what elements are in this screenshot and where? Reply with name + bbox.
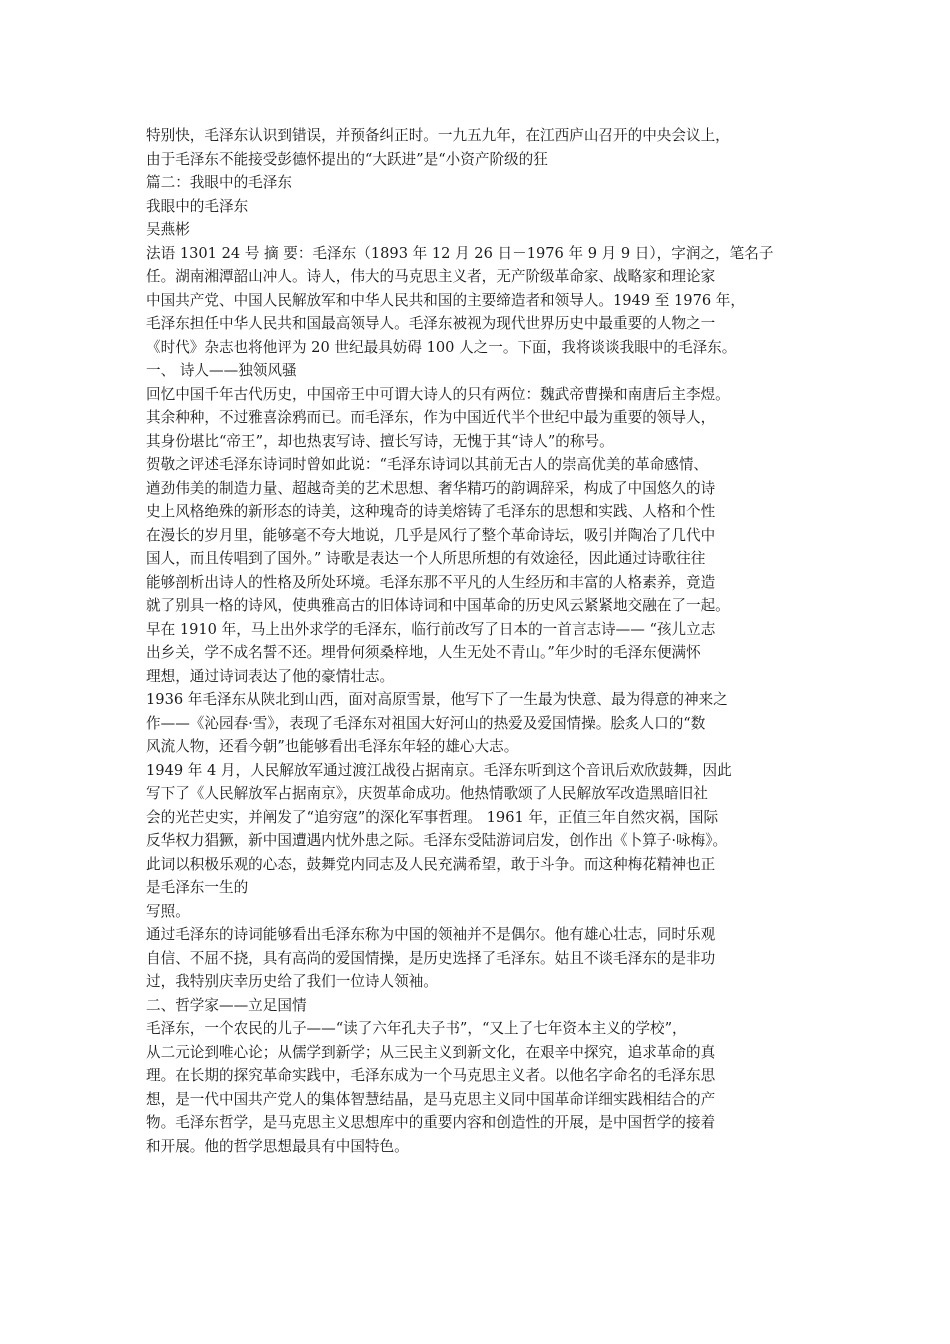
text-line: 从二元论到唯心论；从儒学到新学；从三民主义到新文化，在艰辛中探究，追求革命的真 [146, 1043, 716, 1061]
text-line: 1936 年毛泽东从陕北到山西，面对高原雪景，他写下了一生最为快意、最为得意的神来之 [146, 691, 728, 708]
text-line: 能够剖析出诗人的性格及所处环境。毛泽东那不平凡的人生经历和丰富的人格素养，竟造 [146, 573, 716, 591]
text-line: 反华权力猖獗，新中国遭遇内忧外患之际。毛泽东受陆游词启发，创作出《卜算子·咏梅》。 [146, 832, 728, 849]
text-line: 和开展。他的哲学思想最具有中国特色。 [146, 1137, 409, 1155]
text-line: 写下了《人民解放军占据南京》，庆贺革命成功。他热情歌颂了人民解放军改造黑暗旧社 [146, 785, 708, 802]
text-line: 出乡关，学不成名誓不还。埋骨何须桑梓地，人生无处不青山。”年少时的毛泽东便满怀 [146, 644, 701, 661]
text-line: 风流人物，还看今朝”也能够看出毛泽东年轻的雄心大志。 [146, 738, 519, 755]
text-line: 想，是一代中国共产党人的集体智慧结晶，是马克思主义同中国革命详细实践相结合的产 [146, 1090, 716, 1108]
text-line: 此词以积极乐观的心态，鼓舞党内同志及人民充满希望，敢于斗争。而这种梅花精神也正 [146, 855, 716, 873]
text-line: 过，我特别庆幸历史给了我们一位诗人领袖。 [146, 973, 438, 990]
text-line: 是毛泽东一生的 [146, 879, 249, 896]
text-line: 1949 年 4 月，人民解放军通过渡江战役占据南京。毛泽东听到这个音讯后欢欣鼓舞，因此 [146, 761, 732, 779]
text-line: 任。湖南湘潭韶山冲人。诗人，伟大的马克思主义者，无产阶级革命家、战略家和理论家 [146, 268, 716, 285]
text-line: 特别快，毛泽东认识到错误，并预备纠正时。一九五九年，在江西庐山召开的中央会议上， [146, 127, 730, 144]
text-line: 其余种种，不过雅喜涂鸦而已。而毛泽东，作为中国近代半个世纪中最为重要的领导人， [146, 409, 716, 426]
text-line: 就了别具一格的诗风，使典雅高古的旧体诗词和中国革命的历史风云紧紧地交融在了一起。 [146, 597, 730, 614]
text-line: 作——《沁园春·雪》，表现了毛泽东对祖国大好河山的热爱及爱国情操。脍炙人口的“数 [146, 714, 706, 732]
text-line: 由于毛泽东不能接受彭德怀提出的“大跃进”是“小资产阶级的狂 [146, 150, 548, 168]
author-name: 吴燕彬 [146, 221, 190, 238]
text-line: 通过毛泽东的诗词能够看出毛泽东称为中国的领袖并不是偶尔。他有雄心壮志，同时乐观 [146, 926, 716, 943]
essay-title: 我眼中的毛泽东 [146, 197, 249, 215]
text-line: 国人，而且传唱到了国外。” 诗歌是表达一个人所思所想的有效途径，因此通过诗歌往往 [146, 550, 706, 567]
text-line: 写照。 [146, 902, 190, 920]
text-line: 早在 1910 年，马上出外求学的毛泽东，临行前改写了日本的一首言志诗—— “孩儿立志 [146, 620, 716, 638]
text-line: 中国共产党、中国人民解放军和中华人民共和国的主要缔造者和领导人。1949 至 1976 年， [146, 291, 745, 309]
text-line: 法语 1301 24 号 摘 要：毛泽东（1893 年 12 月 26 日－1976 年 9 月 9 日），字润之，笔名子 [146, 244, 774, 262]
text-line: 理想，通过诗词表达了他的豪情壮志。 [146, 667, 395, 685]
text-line: 理。在长期的探究革命实践中，毛泽东成为一个马克思主义者。以他名字命名的毛泽东思 [146, 1067, 716, 1084]
text-line: 毛泽东担任中华人民共和国最高领导人。毛泽东被视为现代世界历史中最重要的人物之一 [146, 315, 716, 332]
text-line: 毛泽东，一个农民的儿子——“读了六年孔夫子书”，“又上了七年资本主义的学校”， [146, 1020, 687, 1037]
text-line: 回忆中国千年古代历史，中国帝王中可谓大诗人的只有两位：魏武帝曹操和南唐后主李煜。 [146, 385, 730, 403]
section-heading: 篇二：我眼中的毛泽东 [146, 174, 292, 191]
text-line: 遒劲伟美的制造力量、超越奇美的艺术思想、奢华精巧的韵调辞采，构成了中国悠久的诗 [146, 479, 716, 497]
text-line: 自信、不屈不挠，具有高尚的爱国情操，是历史选择了毛泽东。姑且不谈毛泽东的是非功 [146, 949, 716, 967]
text-line: 贺敬之评述毛泽东诗词时曾如此说：“毛泽东诗词以其前无古人的崇高优美的革命感情、 [146, 456, 709, 473]
text-line: 物。毛泽东哲学，是马克思主义思想库中的重要内容和创造性的开展，是中国哲学的接着 [146, 1114, 716, 1131]
text-line: 《时代》杂志也将他评为 20 世纪最具妨碍 100 人之一。下面，我将谈谈我眼中的毛泽东。 [146, 338, 737, 356]
text-line: 其身份堪比“帝王”，却也热衷写诗、擅长写诗，无愧于其“诗人”的称号。 [146, 432, 614, 450]
text-line: 史上风格绝殊的新形态的诗美，这种瑰奇的诗美熔铸了毛泽东的思想和实践、人格和个性 [146, 503, 716, 520]
text-line: 在漫长的岁月里，能够毫不夸大地说，几乎是风行了整个革命诗坛，吸引并陶冶了几代中 [146, 526, 716, 544]
section-heading: 一、 诗人——独领风骚 [146, 362, 297, 379]
section-heading: 二、哲学家——立足国情 [146, 996, 307, 1014]
document-body [146, 124, 830, 1158]
text-line: 会的光芒史实，并阐发了“追穷寇”的深化军事哲理。 1961 年，正值三年自然灾祸，国际 [146, 808, 719, 826]
